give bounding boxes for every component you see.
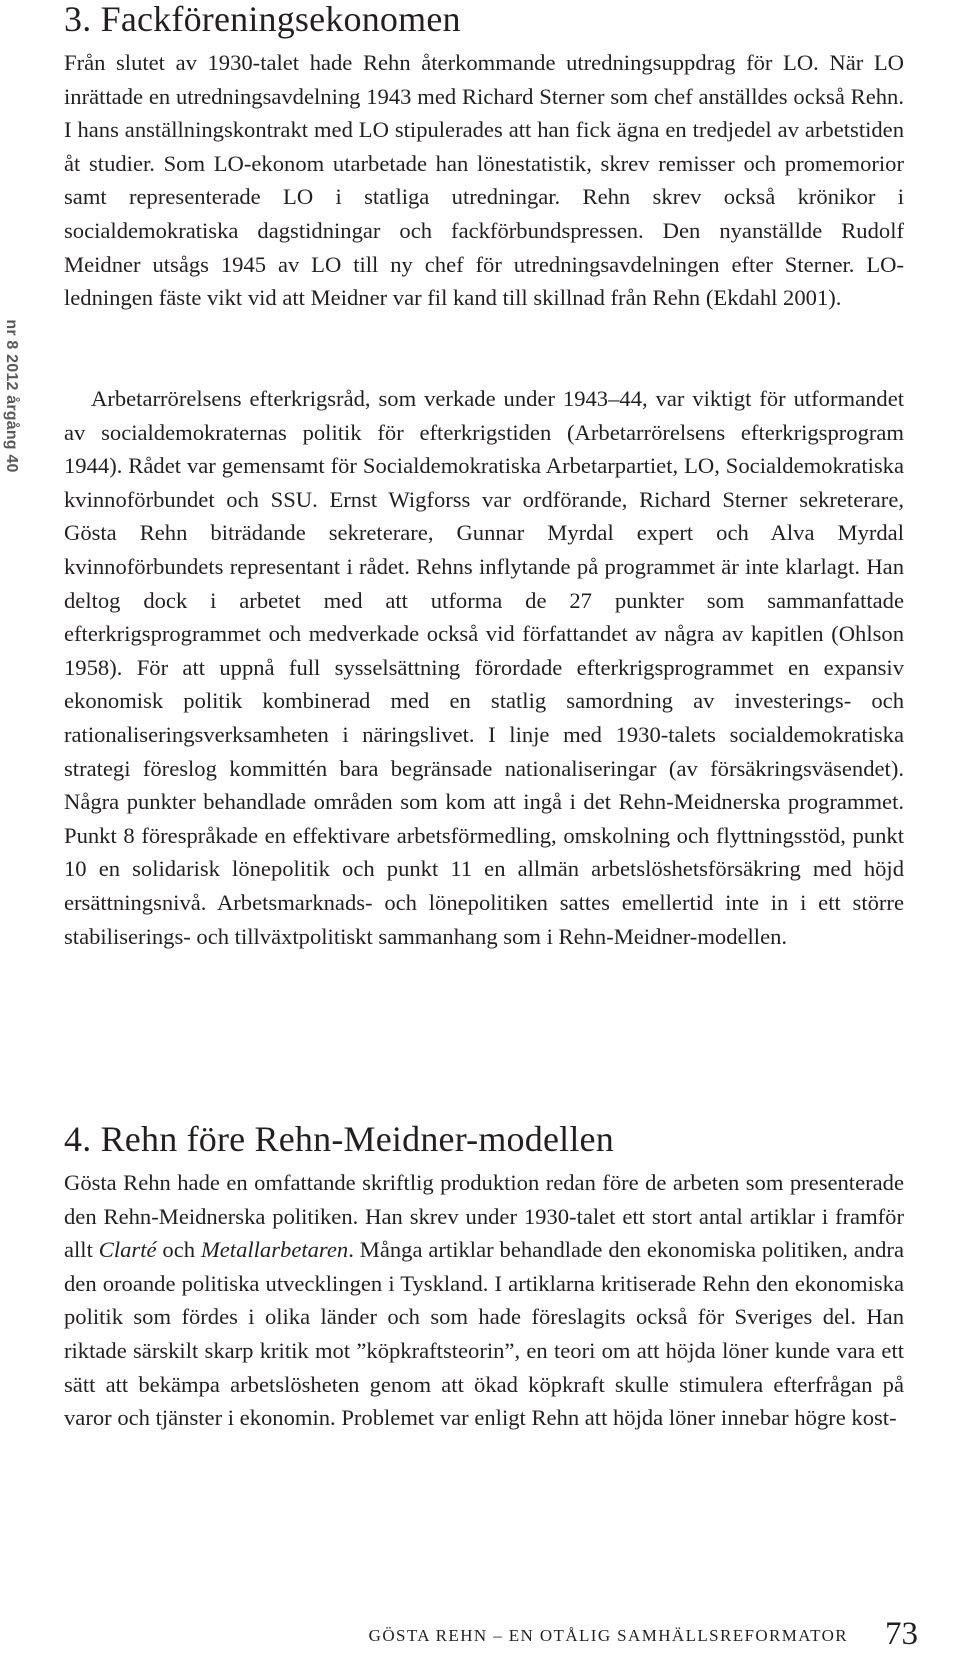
publication-title-metallarbetaren: Metallarbetaren bbox=[200, 1237, 349, 1263]
text-run: . Många artiklar behandlade den ekonomiska politiken, andra den oroande politiska utvecklingen i Tyskland. I artiklarna kritiserade Rehn den ekonomiska politik som fördes i olika länder och som hade föreslagits också för Sveriges del. Han riktade särskilt skarp kritik mot ”köpkraftsteorin”, en teori om att höjda löner kunde vara ett sätt att bekämpa arbetslösheten genom att ökad köpkraft skulle stimulera efterfrågan på varor och tjänster i ekonomin. Problemet var enligt Rehn att höjda löner innebar högre kost- bbox=[64, 1237, 904, 1431]
journal-issue-text: nr 8 2012 årgång 40 bbox=[3, 319, 20, 473]
paragraph: Arbetarrörelsens efterkrigsråd, som verkade under 1943–44, var viktigt för utformandet av socialdemokraternas politik för efterkrigstiden (Arbetarrörelsens efterkrigsprogram 1944). Rådet var gemensamt för Socialdemokratiska Arbetarpartiet, LO, Socialdemokratiska kvinnoförbundet och SSU. Ernst Wigforss var ordförande, Richard Sterner sekreterare, Gösta Rehn biträdande sekreterare, Gunnar Myrdal expert och Alva Myrdal kvinnoförbundets representant i rådet. Rehns inflytande på programmet är inte klarlagt. Han deltog dock i arbetet med att utforma de 27 punkter som sammanfattade efterkrigsprogrammet och medverkade också vid författandet av några av kapitlen (Ohlson 1958). För att uppnå full sysselsättning förordade efterkrigsprogrammet en expansiv ekonomisk politik kombinerad med en statlig samordning av investerings- och rationaliseringsverksamheten i näringslivet. I linje med 1930-talets socialdemokratiska strategi föreslog kommittén bara begränsade nationaliseringar (av försäkringsväsendet). Några punkter behandlade områden som kom att ingå i det Rehn-Meidnerska programmet. Punkt 8 förespråkade en effektivare arbetsförmedling, omskolning och flyttningsstöd, punkt 10 en solidarisk lönepolitik och punkt 11 en allmän arbetslöshetsförsäkring med höjd ersättningsnivå. Arbetsmarknads- och lönepolitiken sattes emellertid inte in i ett större stabiliserings- och tillväxtpolitiskt sammanhang som i Rehn-Meidner-modellen. bbox=[64, 386, 904, 949]
running-footer-title: GÖSTA REHN – EN OTÅLIG SAMHÄLLSREFORMATOR bbox=[368, 1626, 848, 1645]
section-heading-4: 4. Rehn före Rehn-Meidner-modellen bbox=[64, 1119, 614, 1159]
page-footer bbox=[368, 1616, 918, 1656]
paragraph: Från slutet av 1930-talet hade Rehn återkommande utredningsuppdrag för LO. När LO inrättade en utredningsavdelning 1943 med Richard Sterner som chef anställdes också Rehn. I hans anställningskontrakt med LO stipulerades att han fick ägna en tredjedel av arbetstiden åt studier. Som LO-ekonom utarbetade han lönestatistik, skrev remisser och promemorior samt representerade LO i statliga utredningar. Rehn skrev också krönikor i socialdemokratiska dagstidningar och fackförbundspressen. Den nyanställde Rudolf Meidner utsågs 1945 av LO till ny chef för utredningsavdelningen efter Sterner. LO-ledningen fäste vikt vid att Meidner var fil kand till skillnad från Rehn (Ekdahl 2001). bbox=[64, 50, 904, 311]
publication-title-clarte: Clarté bbox=[98, 1237, 157, 1263]
section-heading-3: 3. Fackföreningsekonomen bbox=[64, 0, 461, 39]
page-number: 73 bbox=[885, 1616, 918, 1652]
journal-issue-label bbox=[0, 301, 22, 491]
paragraph bbox=[64, 1166, 904, 1435]
text-run: och bbox=[156, 1237, 201, 1263]
text-run: Gösta Rehn hade en omfattande skriftlig produktion redan före de arbeten som presenterade den Rehn-Meidnerska politiken. Han skrev under 1930-talet ett stort antal artiklar i framför allt bbox=[64, 1170, 904, 1263]
